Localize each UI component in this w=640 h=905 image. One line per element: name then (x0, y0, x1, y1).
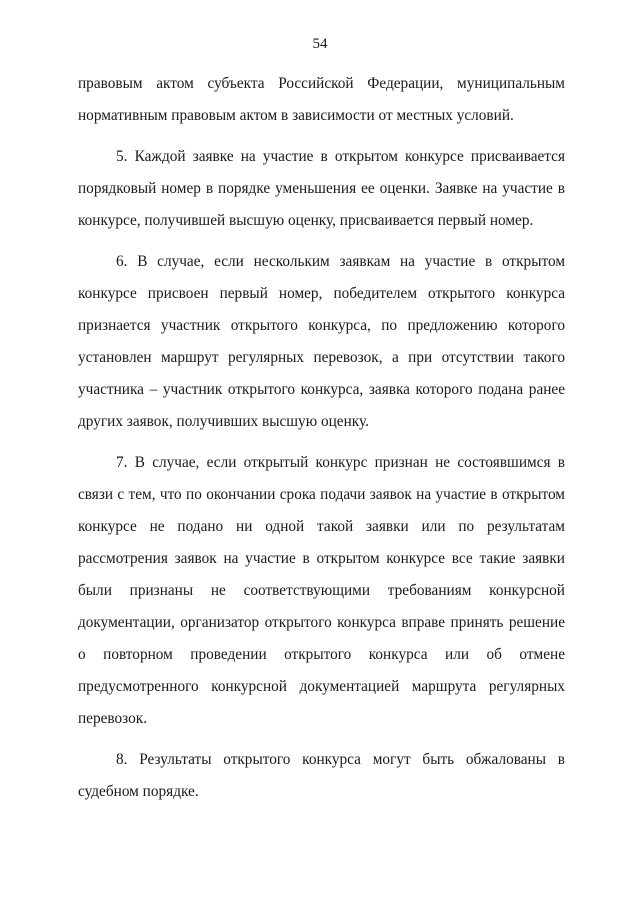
paragraph-item-5: 5. Каждой заявке на участие в открытом конкурсе присваивается порядковый номер в порядке уменьшения ее оценки. Заявке на участие в конкурсе, получившей высшую оценку, присваивается первый номер. (78, 148, 565, 229)
paragraph-continuation: правовым актом субъекта Российской Федерации, муниципальным нормативным правовым актом в зависимости от местных условий. (78, 75, 565, 124)
page-number: 54 (312, 36, 328, 52)
paragraph-item-6: 6. В случае, если нескольким заявкам на участие в открытом конкурсе присвоен первый номер, победителем открытого конкурса признается участник открытого конкурса, по предложению которого установлен маршрут регулярных перевозок, а при отсутствии такого участника – участник открытого конкурса, заявка которого подана ранее других заявок, получивших высшую оценку. (78, 253, 565, 430)
paragraph-item-7: 7. В случае, если открытый конкурс признан не состоявшимся в связи с тем, что по окончании срока подачи заявок на участие в открытом конкурсе не подано ни одной такой заявки или по результатам рассмотрения заявок на участие в открытом конкурсе все такие заявки были признаны не соответствующими требованиям конкурсной документации, организатор открытого конкурса вправе принять решение о повторном проведении открытого конкурса или об отмене предусмотренного конкурсной документацией маршрута регулярных перевозок. (78, 454, 565, 727)
document-body (78, 68, 565, 808)
paragraph-item-8: 8. Результаты открытого конкурса могут быть обжалованы в судебном порядке. (78, 751, 565, 800)
